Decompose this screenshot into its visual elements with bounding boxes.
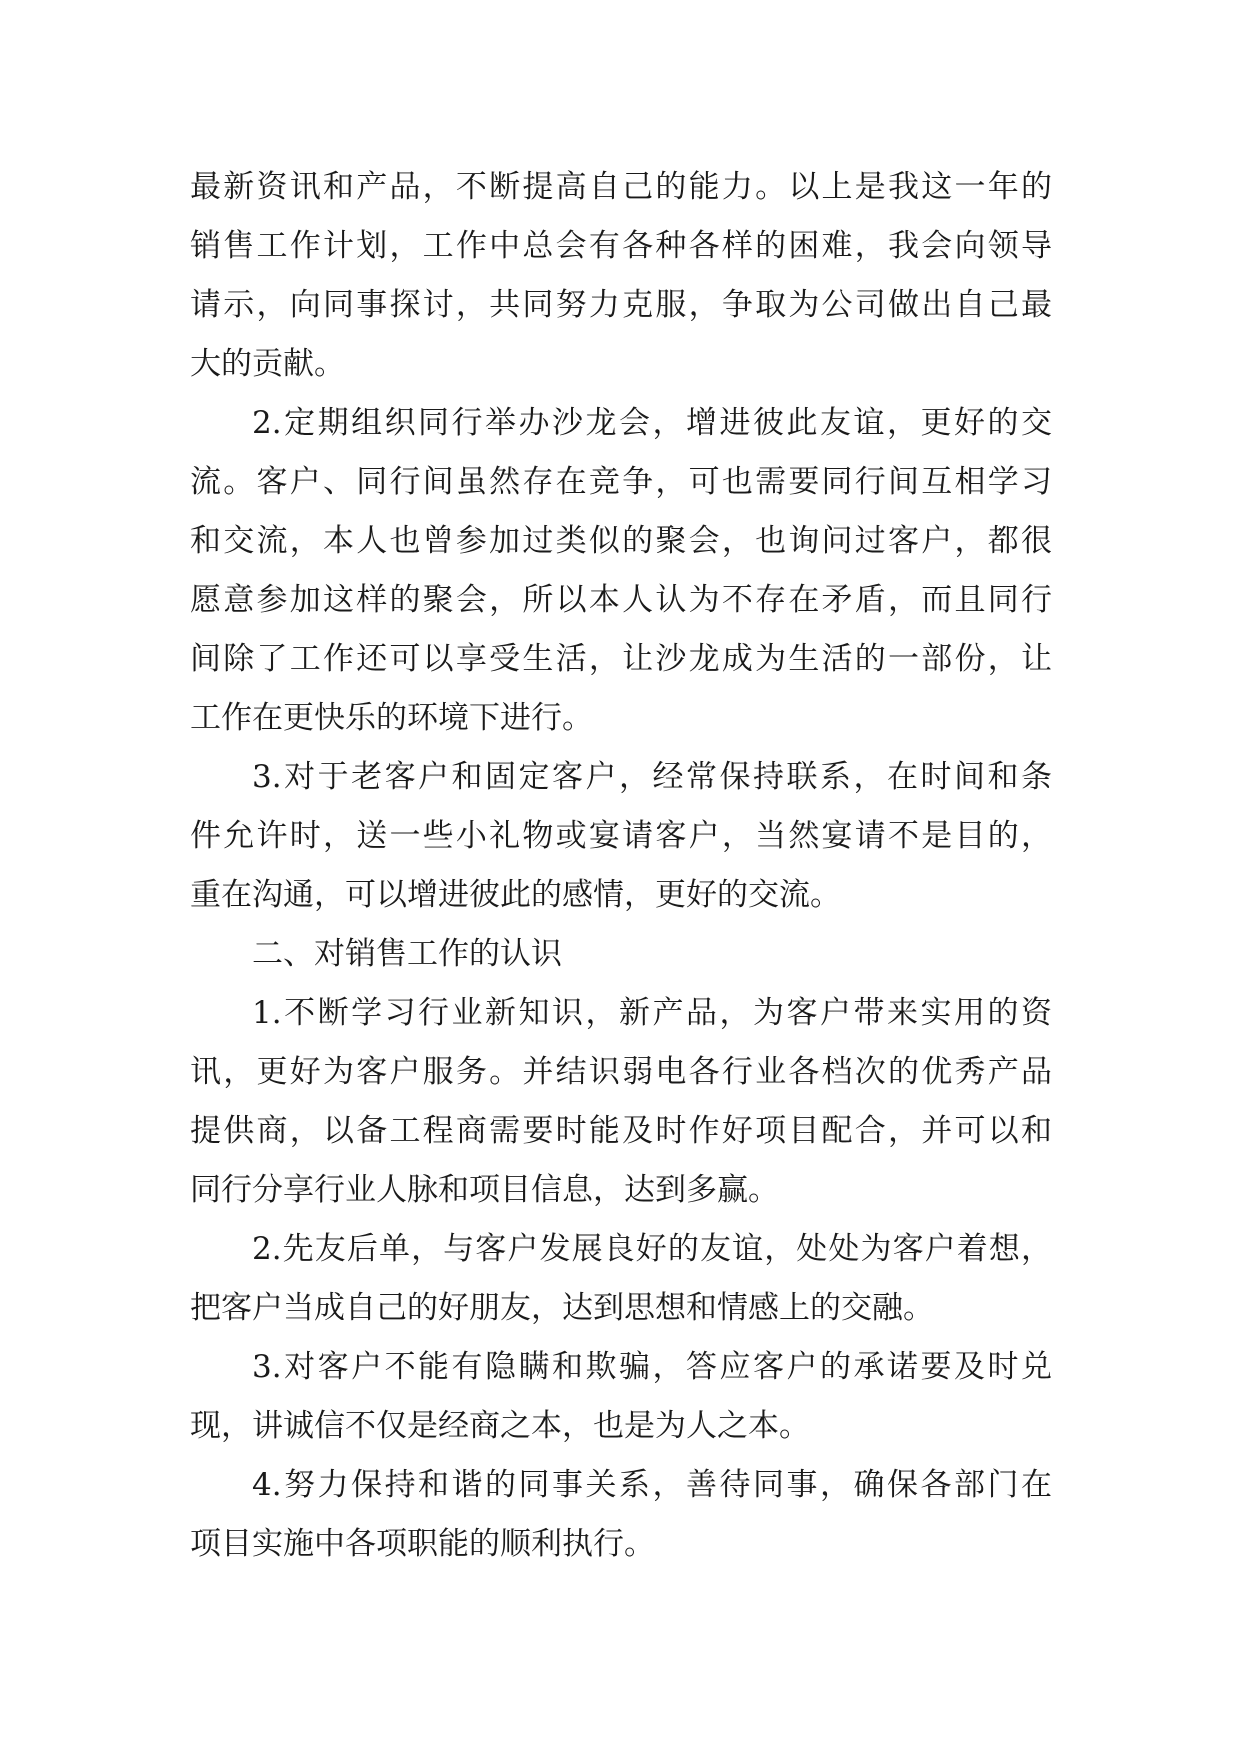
text-line: 件允许时，送一些小礼物或宴请客户，当然宴请不是目的， bbox=[190, 818, 1052, 854]
text-line: 3.对于老客户和固定客户，经常保持联系，在时间和条 bbox=[252, 759, 1052, 795]
text-line: 同行分享行业人脉和项目信息，达到多赢。 bbox=[190, 1172, 779, 1208]
text-line: 2.定期组织同行举办沙龙会，增进彼此友谊，更好的交 bbox=[252, 405, 1052, 441]
text-line: 把客户当成自己的好朋友，达到思想和情感上的交融。 bbox=[190, 1290, 934, 1326]
body-text bbox=[190, 158, 1052, 1574]
section-heading: 二、对销售工作的认识 bbox=[252, 936, 562, 972]
text-line: 请示，向同事探讨，共同努力克服，争取为公司做出自己最 bbox=[190, 287, 1052, 323]
text-line: 2.先友后单，与客户发展良好的友谊，处处为客户着想， bbox=[252, 1231, 1052, 1267]
text-line: 流。客户、同行间虽然存在竞争，可也需要同行间互相学习 bbox=[190, 464, 1052, 500]
text-line: 项目实施中各项职能的顺利执行。 bbox=[190, 1526, 655, 1562]
text-line: 讯，更好为客户服务。并结识弱电各行业各档次的优秀产品 bbox=[190, 1054, 1052, 1090]
text-line: 1.不断学习行业新知识，新产品，为客户带来实用的资 bbox=[252, 995, 1052, 1031]
text-line: 现，讲诚信不仅是经商之本，也是为人之本。 bbox=[190, 1408, 810, 1444]
text-line: 间除了工作还可以享受生活，让沙龙成为生活的一部份，让 bbox=[190, 641, 1052, 677]
text-line: 4.努力保持和谐的同事关系，善待同事，确保各部门在 bbox=[252, 1467, 1052, 1503]
text-line: 和交流，本人也曾参加过类似的聚会，也询问过客户，都很 bbox=[190, 523, 1052, 559]
text-line: 重在沟通，可以增进彼此的感情，更好的交流。 bbox=[190, 877, 841, 913]
text-line: 愿意参加这样的聚会，所以本人认为不存在矛盾，而且同行 bbox=[190, 582, 1052, 618]
text-line: 提供商，以备工程商需要时能及时作好项目配合，并可以和 bbox=[190, 1113, 1052, 1149]
text-line: 3.对客户不能有隐瞒和欺骗，答应客户的承诺要及时兑 bbox=[252, 1349, 1052, 1385]
text-line: 工作在更快乐的环境下进行。 bbox=[190, 700, 593, 736]
text-line: 销售工作计划，工作中总会有各种各样的困难，我会向领导 bbox=[190, 228, 1052, 264]
text-line: 大的贡献。 bbox=[190, 346, 345, 382]
text-line: 最新资讯和产品，不断提高自己的能力。以上是我这一年的 bbox=[190, 169, 1052, 205]
